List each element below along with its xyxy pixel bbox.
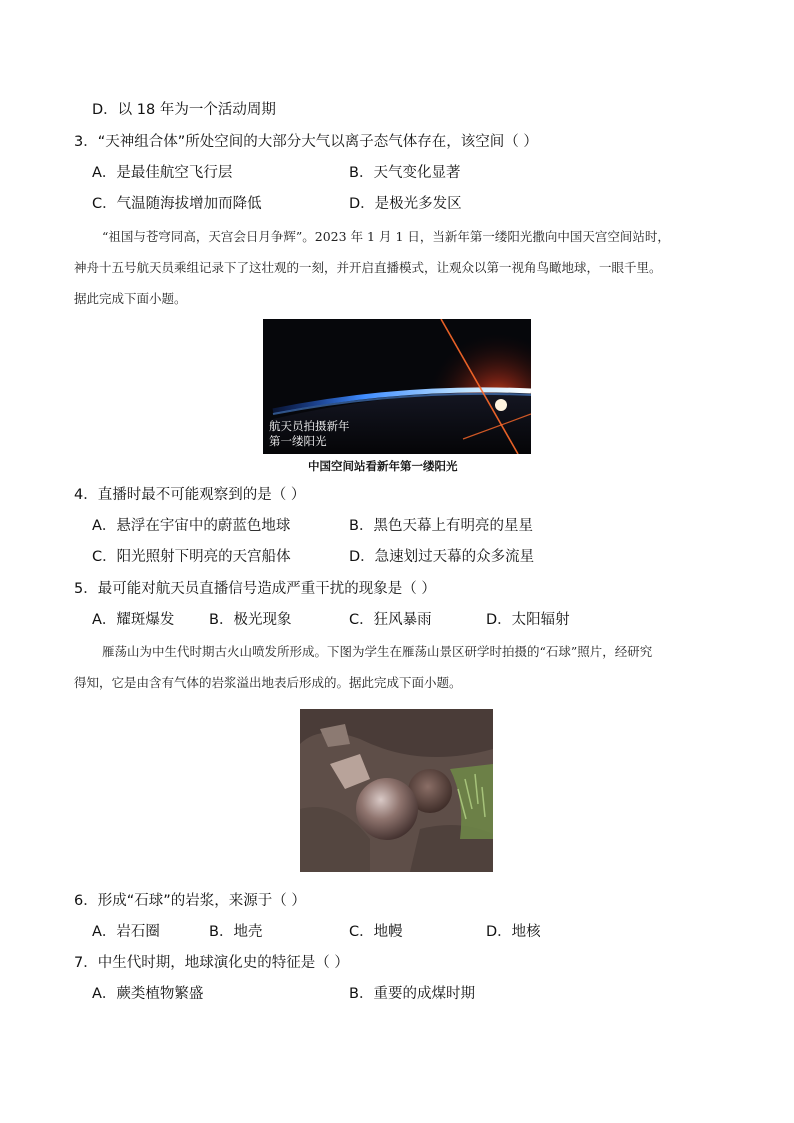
q2-option-d: D．以 18 年为一个活动周期 (92, 102, 276, 118)
q6-option-b: B．地壳 (209, 924, 263, 940)
space-station-photo (263, 319, 531, 454)
passage-1-line-2: 神舟十五号航天员乘组记录下了这壮观的一刻，并开启直播模式，让观众以第一视角鸟瞰地球，一眼千里。 (74, 260, 662, 275)
q6-stem: 6．形成“石球”的岩浆，来源于（ ） (74, 893, 306, 909)
q4-stem: 4．直播时最不可能观察到的是（ ） (74, 487, 306, 503)
q3-option-a: A．是最佳航空飞行层 (92, 165, 233, 181)
q6-option-c: C．地幔 (349, 924, 403, 940)
passage-1-line-3: 据此完成下面小题。 (74, 291, 187, 306)
q6-option-d: D．地核 (486, 924, 541, 940)
q5-stem: 5．最可能对航天员直播信号造成严重干扰的现象是（ ） (74, 581, 436, 597)
photo-overlay-line-2: 第一缕阳光 (269, 434, 327, 448)
q3-option-b: B．天气变化显著 (349, 165, 461, 181)
q7-option-b: B．重要的成煤时期 (349, 986, 475, 1002)
q3-option-c: C．气温随海拔增加而降低 (92, 196, 262, 212)
q4-option-d: D．急速划过天幕的众多流星 (349, 549, 535, 565)
q5-option-a: A．耀斑爆发 (92, 612, 175, 628)
passage-2-line-2: 得知，它是由含有气体的岩浆溢出地表后形成的。据此完成下面小题。 (74, 675, 462, 690)
passage-2 (74, 636, 734, 698)
q4-option-c: C．阳光照射下明亮的天宫船体 (92, 549, 291, 565)
q5-option-c: C．狂风暴雨 (349, 612, 432, 628)
q5-option-d: D．太阳辐射 (486, 612, 570, 628)
q7-option-a: A．蕨类植物繁盛 (92, 986, 204, 1002)
figure-1-caption: 中国空间站看新年第一缕阳光 (308, 459, 458, 473)
q4-option-b: B．黑色天幕上有明亮的星星 (349, 518, 533, 534)
stone-ball-photo (300, 709, 493, 872)
q4-option-a: A．悬浮在宇宙中的蔚蓝色地球 (92, 518, 291, 534)
passage-1-line-1: “祖国与苍穹同高，天宫会日月争辉”。2023 年 1 月 1 日，当新年第一缕阳光撒向中国天宫空间站时， (102, 229, 670, 244)
q7-stem: 7．中生代时期，地球演化史的特征是（ ） (74, 955, 349, 971)
passage-2-line-1: 雁荡山为中生代时期古火山喷发所形成。下图为学生在雁荡山景区研学时拍摄的“石球”照片，经研究 (102, 644, 653, 659)
q3-stem: 3．“天神组合体”所处空间的大部分大气以离子态气体存在，该空间（ ） (74, 134, 538, 150)
stone-ball-illustration (300, 709, 493, 872)
q3-option-d: D．是极光多发区 (349, 196, 462, 212)
q5-option-b: B．极光现象 (209, 612, 292, 628)
passage-1 (74, 221, 734, 314)
photo-overlay-line-1: 航天员拍摄新年 (269, 419, 350, 433)
q6-option-a: A．岩石圈 (92, 924, 160, 940)
